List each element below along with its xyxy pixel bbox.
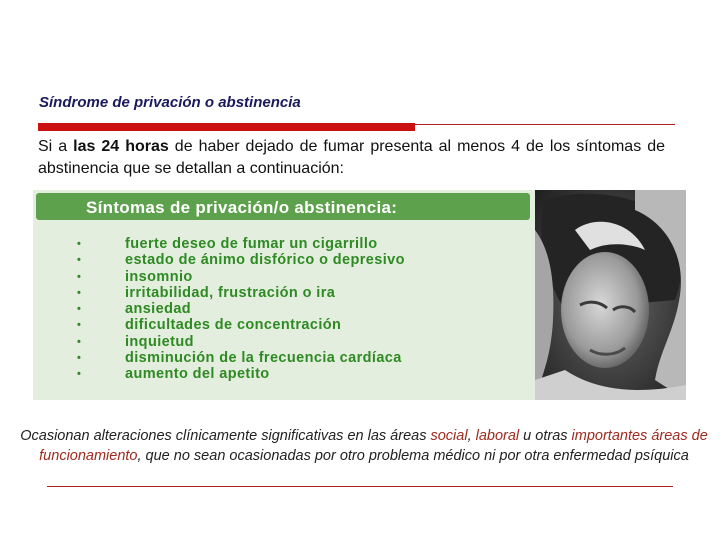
bullet-icon: • [77, 319, 81, 332]
symptoms-panel-title: Síntomas de privación/o abstinencia: [86, 198, 398, 217]
symptom-text: aumento del apetito [125, 366, 270, 383]
footer-text-2: , [467, 428, 476, 444]
title-accent-bar [38, 123, 415, 131]
symptoms-panel-header [36, 193, 530, 220]
bullet-icon: • [77, 238, 81, 250]
intro-paragraph [38, 136, 665, 180]
footer-highlight-laboral: laboral [475, 428, 520, 444]
bullet-icon: • [77, 254, 81, 267]
symptom-text: disminución de la frecuencia cardíaca [125, 350, 402, 367]
symptom-text: fuerte deseo de fumar un cigarrillo [125, 236, 378, 252]
bullet-icon: • [77, 352, 81, 365]
footer-text-1: Ocasionan alteraciones clínicamente significativas en las áreas [20, 428, 431, 444]
bullet-icon: • [77, 286, 81, 299]
footer-underline [47, 486, 673, 487]
footer-highlight-areas: importantes áreas de funcionamiento [39, 428, 708, 464]
slide-title: Síndrome de privación o abstinencia [39, 94, 301, 111]
symptom-text: irritabilidad, frustración o ira [125, 284, 336, 301]
symptom-text: dificultades de concentración [125, 317, 342, 334]
intro-text-end: de haber dejado de fumar presenta al menos 4 de los síntomas de abstinencia que se detallan a continuación: [38, 138, 666, 177]
footer-note [14, 426, 714, 466]
photo-illustration [535, 190, 686, 400]
footer-text-4: , que no sean ocasionadas por otro problema médico ni por otra enfermedad psíquica [137, 448, 689, 464]
bullet-icon: • [77, 335, 81, 348]
symptom-text: estado de ánimo disfórico o depresivo [125, 252, 405, 269]
intro-bold-text: las 24 horas [73, 138, 169, 155]
symptom-text: insomnio [125, 268, 193, 285]
bullet-icon: • [77, 303, 81, 316]
distressed-person-photo [535, 190, 686, 400]
symptoms-panel [33, 190, 535, 400]
bullet-icon: • [77, 270, 81, 283]
bullet-icon: • [77, 368, 81, 381]
symptom-text: inquietud [125, 333, 194, 350]
footer-highlight-social: social [430, 428, 468, 444]
footer-text-3: u otras [519, 428, 572, 444]
intro-text-start: Si a [38, 138, 74, 155]
symptom-text: ansiedad [125, 301, 192, 318]
